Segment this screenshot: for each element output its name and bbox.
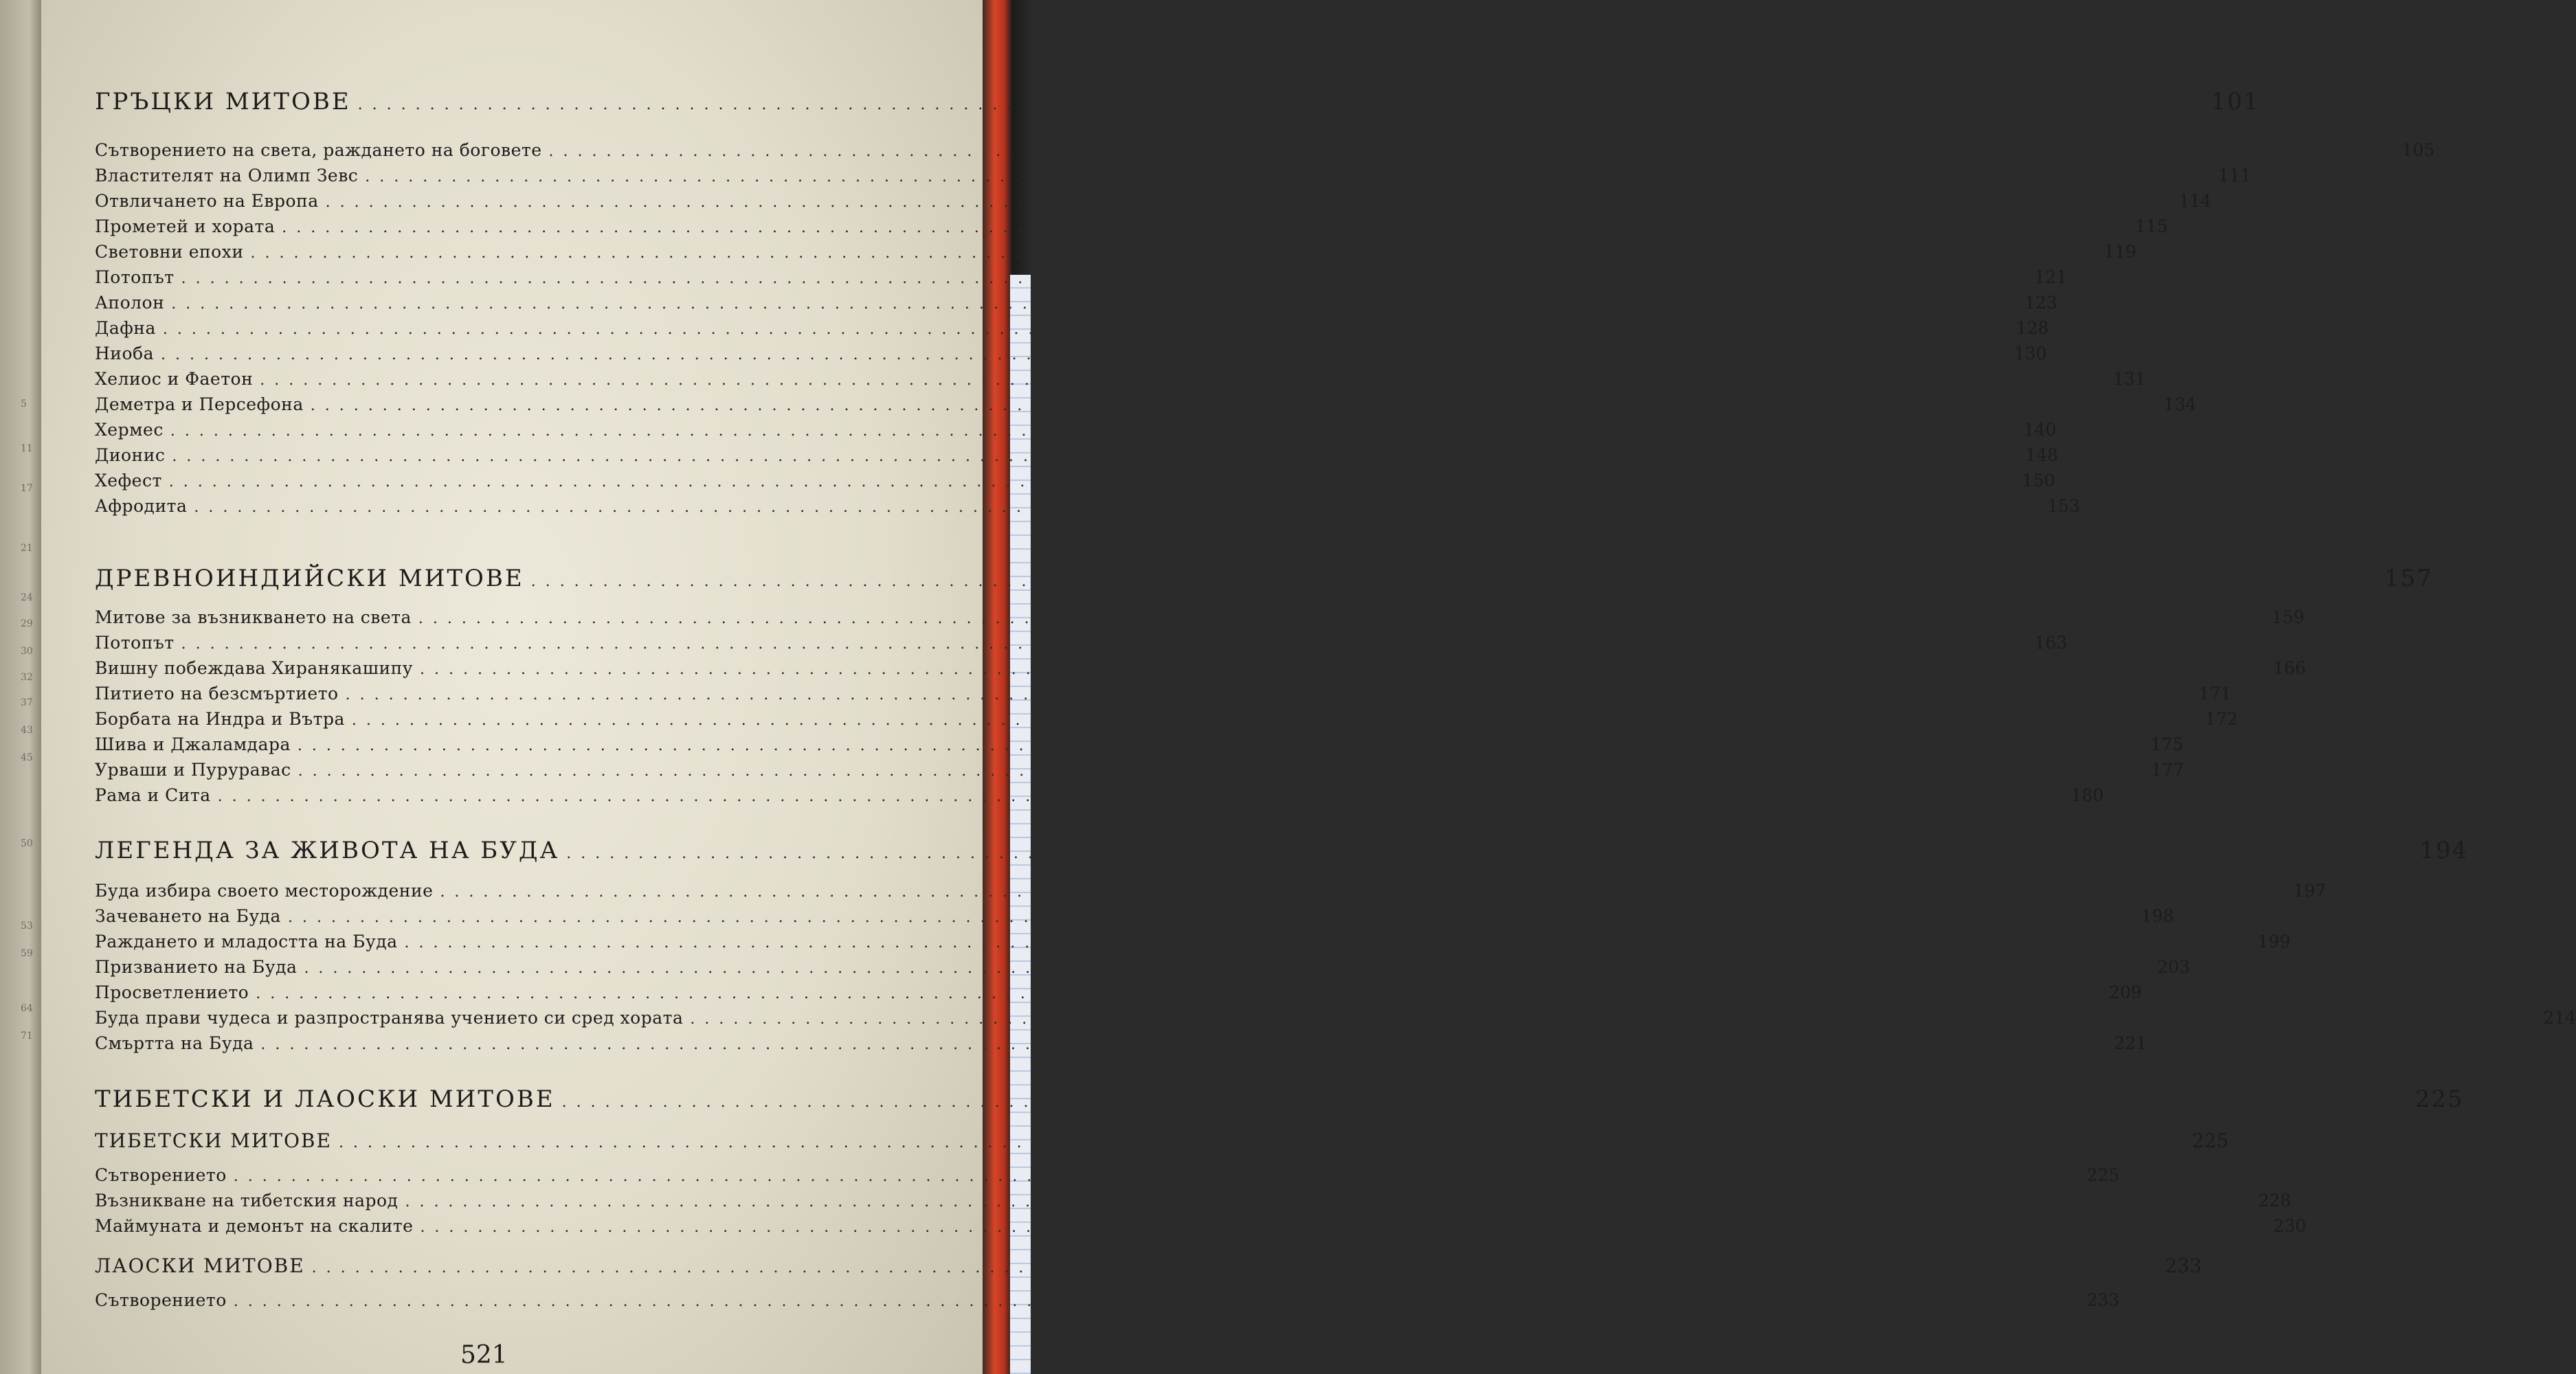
margin-number: 17 xyxy=(21,483,33,494)
dot-leader: ................................................................................................................................ xyxy=(170,423,2017,440)
entry-title: Афродита xyxy=(95,496,188,516)
entry-title: Хелиос и Фаетон xyxy=(95,369,254,389)
entry-title: Буда прави чудеса и разпространява учението си сред хората xyxy=(95,1008,684,1028)
dot-leader: ................................................................................................................................ xyxy=(365,168,2212,185)
margin-number: 45 xyxy=(21,752,33,763)
page-number: 115 xyxy=(2135,216,2169,236)
dot-leader: ................................................................................................................................ xyxy=(338,1134,2186,1151)
toc-entry xyxy=(95,982,2142,1002)
dot-leader: ................................................................................................................................ xyxy=(160,346,2008,363)
dot-leader: ................................................................................................................................ xyxy=(548,143,2395,160)
entry-title: Буда избира своето месторождение xyxy=(95,881,434,901)
dot-leader: ................................................................................................................................ xyxy=(181,635,2028,653)
dot-leader: ................................................................................................................................ xyxy=(282,219,2129,236)
table-of-contents xyxy=(95,0,2576,1374)
page-number: 153 xyxy=(2047,496,2081,516)
toc-entry xyxy=(95,607,2305,627)
toc-entry xyxy=(95,420,2057,440)
dot-leader: ................................................................................................................................ xyxy=(171,295,2018,313)
entry-title: Зачеването на Буда xyxy=(95,906,281,926)
entry-title: Митове за възникването на света xyxy=(95,607,412,627)
page-number: 114 xyxy=(2178,191,2212,211)
entry-title: Хефест xyxy=(95,471,162,491)
dot-leader: ................................................................................................................................ xyxy=(162,321,2009,338)
toc-subsection-heading xyxy=(95,1254,2202,1277)
entry-title: Потопът xyxy=(95,267,175,287)
toc-entry xyxy=(95,471,2055,491)
dot-leader: ................................................................................................................................ xyxy=(250,245,2097,262)
subsection-title: ТИБЕТСКИ МИТОВЕ xyxy=(95,1129,332,1152)
page-number: 148 xyxy=(2025,445,2059,465)
entry-title: Вишну побеждава Хиранякашипу xyxy=(95,658,413,678)
toc-entry xyxy=(95,216,2169,236)
toc-entry xyxy=(95,1290,2120,1310)
toc-entry xyxy=(95,881,2327,901)
dot-leader: ................................................................................................................................ xyxy=(310,397,2157,414)
page-number: 131 xyxy=(2113,369,2147,389)
toc-entry xyxy=(95,394,2197,414)
dot-leader: ................................................................................................................................ xyxy=(561,1094,2408,1111)
dot-leader: ................................................................................................................................ xyxy=(566,845,2413,862)
toc-entry xyxy=(95,734,2184,754)
dot-leader: ................................................................................................................................ xyxy=(420,661,2267,678)
toc-entry xyxy=(95,369,2147,389)
entry-title: Дионис xyxy=(95,445,166,465)
subsection-title: ЛАОСКИ МИТОВЕ xyxy=(95,1254,305,1277)
dot-leader: ................................................................................................................................ xyxy=(404,934,2251,951)
page-number: 194 xyxy=(2419,837,2469,864)
dot-leader: ................................................................................................................................ xyxy=(440,883,2287,901)
margin-number: 43 xyxy=(21,725,33,736)
toc-section-heading xyxy=(95,88,2260,115)
entry-title: Ниоба xyxy=(95,344,154,363)
page-number: 177 xyxy=(2151,760,2184,780)
margin-number: 21 xyxy=(21,543,33,554)
entry-title: Рама и Сита xyxy=(95,785,211,805)
entry-title: Възникване на тибетския народ xyxy=(95,1191,399,1210)
toc-entry xyxy=(95,932,2291,951)
toc-entry xyxy=(95,957,2191,977)
toc-entry xyxy=(95,242,2137,262)
toc-entry xyxy=(95,906,2174,926)
page-number: 157 xyxy=(2384,565,2433,592)
page-number: 197 xyxy=(2293,881,2327,901)
dot-leader: ................................................................................................................................ xyxy=(351,712,2199,729)
dot-leader: ................................................................................................................................ xyxy=(172,448,2019,465)
toc-entry xyxy=(95,445,2059,465)
page-number: 121 xyxy=(2034,267,2068,287)
margin-number: 64 xyxy=(21,1003,33,1014)
entry-title: Дафна xyxy=(95,318,156,338)
dot-leader: ................................................................................................................................ xyxy=(304,960,2151,977)
section-title: ДРЕВНОИНДИЙСКИ МИТОВЕ xyxy=(95,565,524,592)
dot-leader: ................................................................................................................................ xyxy=(194,499,2041,516)
margin-number: 32 xyxy=(21,672,33,683)
entry-title: Раждането и младостта на Буда xyxy=(95,932,398,951)
dot-leader: ................................................................................................................................ xyxy=(530,573,2377,590)
toc-entry xyxy=(95,140,2435,160)
toc-section-heading xyxy=(95,565,2433,592)
page-number: 233 xyxy=(2164,1254,2202,1277)
toc-entry xyxy=(95,318,2049,338)
toc-entry xyxy=(95,496,2081,516)
margin-number: 29 xyxy=(21,618,33,629)
toc-entry xyxy=(95,684,2232,703)
entry-title: Сътворението на света, раждането на боговете xyxy=(95,140,542,160)
entry-title: Хермес xyxy=(95,420,164,440)
dot-leader: ................................................................................................................................ xyxy=(181,270,2028,287)
margin-number: 5 xyxy=(21,398,27,409)
page-number: 230 xyxy=(2273,1216,2307,1236)
page-number: 175 xyxy=(2151,734,2184,754)
dot-leader: ................................................................................................................................ xyxy=(357,96,2204,113)
margin-number: 30 xyxy=(21,646,33,657)
margin-number: 11 xyxy=(21,443,33,454)
page-number: 209 xyxy=(2109,982,2142,1002)
margin-number: 53 xyxy=(21,921,33,932)
page-number: 140 xyxy=(2023,420,2057,440)
entry-title: Призванието на Буда xyxy=(95,957,298,977)
toc-entry xyxy=(95,267,2068,287)
entry-title: Прометей и хората xyxy=(95,216,276,236)
dot-leader: ................................................................................................................................ xyxy=(297,737,2144,754)
toc-entry xyxy=(95,344,2047,363)
book-page xyxy=(41,0,2576,1374)
toc-entry xyxy=(95,1033,2147,1053)
page-number: 159 xyxy=(2272,607,2305,627)
section-title: ЛЕГЕНДА ЗА ЖИВОТА НА БУДА xyxy=(95,837,560,864)
page-number: 221 xyxy=(2114,1033,2147,1053)
toc-section-heading xyxy=(95,1085,2464,1113)
entry-title: Шива и Джаламдара xyxy=(95,734,291,754)
entry-title: Питието на безсмъртието xyxy=(95,684,339,703)
page-number: 150 xyxy=(2021,471,2055,491)
entry-title: Борбата на Индра и Вътра xyxy=(95,709,345,729)
page-number: 101 xyxy=(2210,88,2260,115)
page-number: 225 xyxy=(2415,1085,2464,1113)
dot-leader: ................................................................................................................................ xyxy=(260,1036,2107,1053)
toc-entry xyxy=(95,1008,2576,1028)
toc-entry xyxy=(95,760,2184,780)
entry-title: Световни епохи xyxy=(95,242,244,262)
entry-title: Отвличането на Европа xyxy=(95,191,319,211)
toc-entry xyxy=(95,166,2252,185)
page-number: 111 xyxy=(2218,166,2252,185)
margin-number: 71 xyxy=(21,1030,33,1041)
page-number: 128 xyxy=(2016,318,2049,338)
toc-entry xyxy=(95,633,2068,653)
toc-section-heading xyxy=(95,837,2469,864)
dot-leader: ................................................................................................................................ xyxy=(345,686,2192,703)
entry-title: Смъртта на Буда xyxy=(95,1033,254,1053)
toc-entry xyxy=(95,1216,2307,1236)
page-number: 119 xyxy=(2103,242,2137,262)
page-number: 105 xyxy=(2401,140,2435,160)
margin-number: 50 xyxy=(21,838,33,849)
page-number: 225 xyxy=(2086,1165,2120,1185)
dot-leader: ................................................................................................................................ xyxy=(260,372,2107,389)
entry-title: Сътворението xyxy=(95,1290,227,1310)
dot-leader: ................................................................................................................................ xyxy=(298,763,2144,780)
page-number: 134 xyxy=(2163,394,2197,414)
dot-leader: ................................................................................................................................ xyxy=(405,1193,2252,1210)
dot-leader: ................................................................................................................................ xyxy=(217,788,2064,805)
page-number: 225 xyxy=(2192,1129,2229,1152)
dot-leader: ................................................................................................................................ xyxy=(420,1219,2267,1236)
page-number: 228 xyxy=(2258,1191,2292,1210)
entry-title: Урваши и Пуруравас xyxy=(95,760,291,780)
dot-leader: ................................................................................................................................ xyxy=(418,610,2265,627)
page-number: 171 xyxy=(2198,684,2232,703)
toc-entry xyxy=(95,1165,2120,1185)
page-number: 172 xyxy=(2205,709,2238,729)
entry-title: Деметра и Персефона xyxy=(95,394,304,414)
page-number: 166 xyxy=(2273,658,2306,678)
section-title: ТИБЕТСКИ И ЛАОСКИ МИТОВЕ xyxy=(95,1085,555,1113)
margin-number: 24 xyxy=(21,592,33,603)
page-number: 233 xyxy=(2086,1290,2120,1310)
entry-title: Сътворението xyxy=(95,1165,227,1185)
toc-subsection-heading xyxy=(95,1129,2229,1152)
entry-title: Аполон xyxy=(95,293,165,313)
dot-leader: ................................................................................................................................ xyxy=(325,194,2172,211)
page-number: 214 xyxy=(2543,1008,2576,1028)
dot-leader: ................................................................................................................................ xyxy=(287,909,2135,926)
dot-leader: ................................................................................................................................ xyxy=(256,985,2103,1002)
facing-page-edge xyxy=(0,0,41,1374)
toc-entry xyxy=(95,1191,2292,1210)
dot-leader: ................................................................................................................................ xyxy=(168,473,2015,491)
entry-title: Просветлението xyxy=(95,982,249,1002)
dot-leader: ................................................................................................................................ xyxy=(311,1259,2158,1276)
dot-leader: ................................................................................................................................ xyxy=(690,1011,2537,1028)
toc-entry xyxy=(95,785,2104,805)
page-number: 203 xyxy=(2157,957,2191,977)
page-number: 199 xyxy=(2257,932,2291,951)
page-number: 198 xyxy=(2141,906,2174,926)
section-title: ГРЪЦКИ МИТОВЕ xyxy=(95,88,351,115)
entry-title: Потопът xyxy=(95,633,175,653)
toc-entry xyxy=(95,658,2306,678)
page-number: 180 xyxy=(2070,785,2104,805)
margin-number: 37 xyxy=(21,697,33,708)
entry-title: Властителят на Олимп Зевс xyxy=(95,166,359,185)
dot-leader: ................................................................................................................................ xyxy=(233,1293,2080,1310)
toc-entry xyxy=(95,191,2212,211)
page-number: 123 xyxy=(2024,293,2058,313)
page-number: 130 xyxy=(2014,344,2047,363)
toc-entry xyxy=(95,709,2238,729)
entry-title: Маймуната и демонът на скалите xyxy=(95,1216,414,1236)
page-folio-number: 521 xyxy=(460,1341,508,1369)
toc-entry xyxy=(95,293,2058,313)
margin-number: 59 xyxy=(21,948,33,959)
dot-leader: ................................................................................................................................ xyxy=(233,1168,2080,1185)
page-number: 163 xyxy=(2034,633,2068,653)
